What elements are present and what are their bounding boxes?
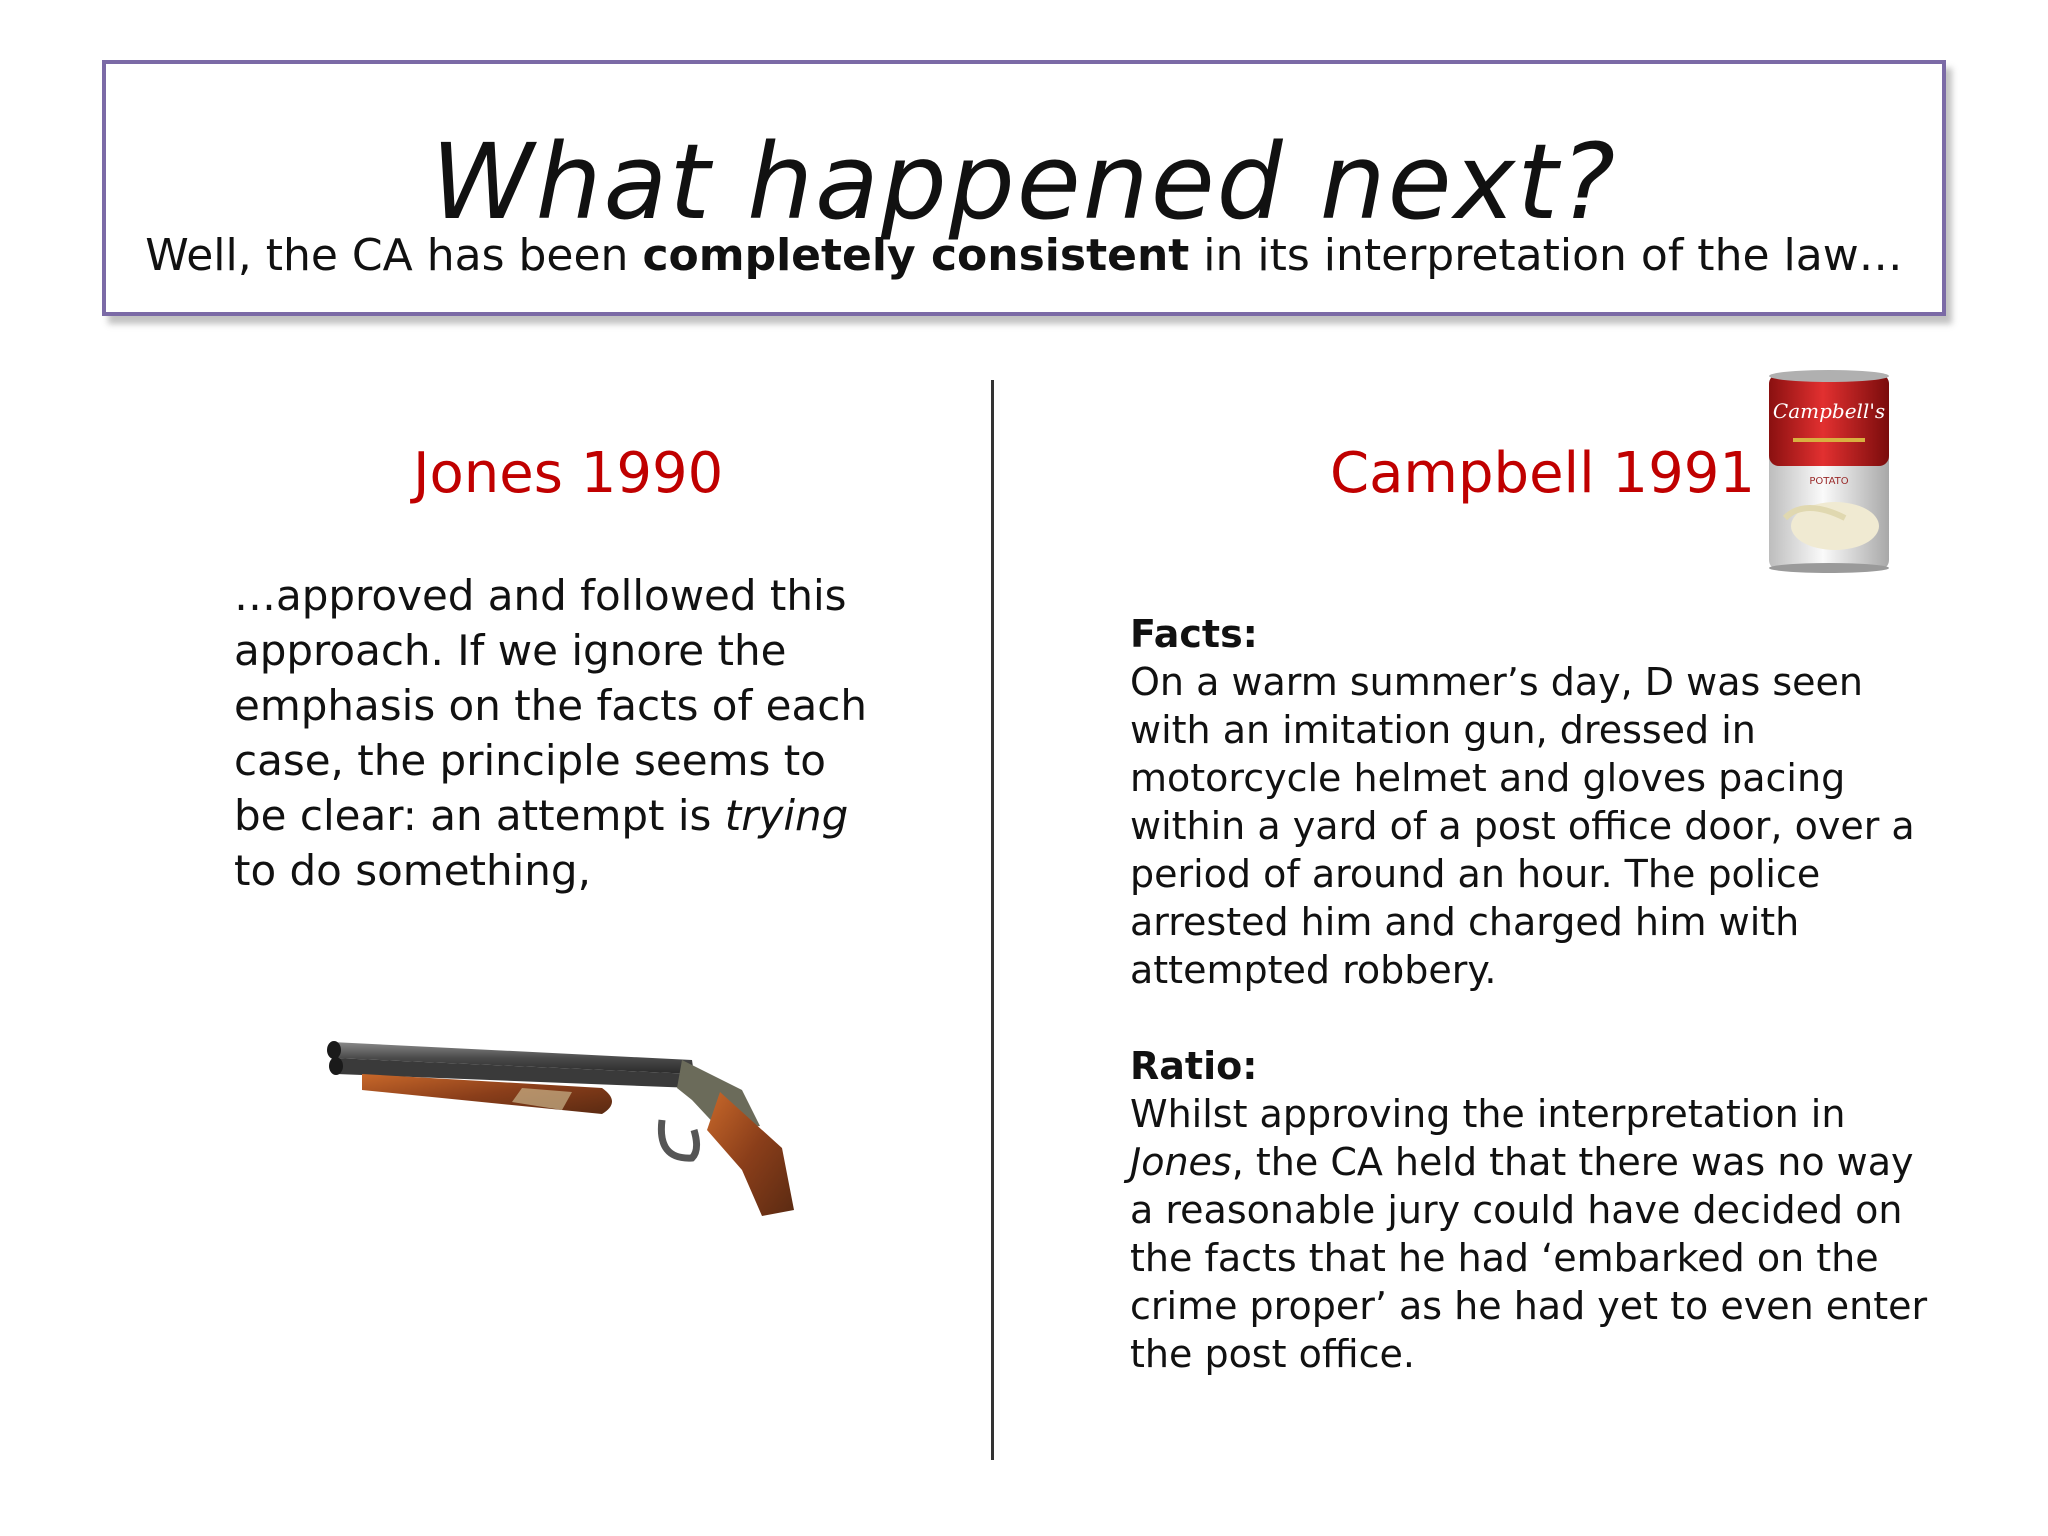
jones-heading: Jones 1990 [413, 441, 724, 506]
subtitle-emphasis: completely consistent [642, 230, 1190, 281]
subtitle-text-start: Well, the CA has been [145, 230, 643, 281]
slide-subtitle [0, 232, 2048, 280]
ratio-text-start: Whilst approving the interpretation in [1130, 1092, 1846, 1136]
facts-text: On a warm summer’s day, D was seen with an imitation gun, dressed in motorcycle helmet and gloves pacing within a yard of a post office door, over a period of around an hour. The police arrested him and charged him with attempted robbery. [1130, 660, 1915, 992]
can-brand-text: Campbell's [1772, 399, 1886, 423]
subtitle-text-end: in its interpretation of the law… [1189, 230, 1903, 281]
campbell-heading: Campbell 1991 [1330, 441, 1755, 506]
paragraph-gap [1130, 994, 1930, 1042]
facts-label: Facts: [1130, 612, 1258, 656]
ratio-text-end: , the CA held that there was no way a reasonable jury could have decided on the facts that he had ‘embarked on the crime proper’ as he had yet to even enter the post office. [1130, 1140, 1928, 1376]
soup-can-image [1765, 368, 1893, 578]
slide-title: What happened next? [430, 121, 1618, 243]
jones-text-italic: trying [724, 791, 849, 840]
shotgun-image [322, 1030, 802, 1240]
jones-description [234, 568, 884, 898]
ratio-label: Ratio: [1130, 1044, 1258, 1088]
ratio-text-italic: Jones [1130, 1140, 1232, 1184]
column-divider [991, 380, 994, 1460]
campbell-description [1130, 610, 1930, 1378]
jones-text-start: …approved and followed this approach. If we ignore the emphasis on the facts of each case, the principle seems to be clear: an attempt is [234, 571, 867, 840]
can-variety-text: POTATO [1809, 476, 1849, 487]
ratio-text [1130, 1090, 1930, 1378]
jones-text-end: to do something, [234, 846, 591, 895]
